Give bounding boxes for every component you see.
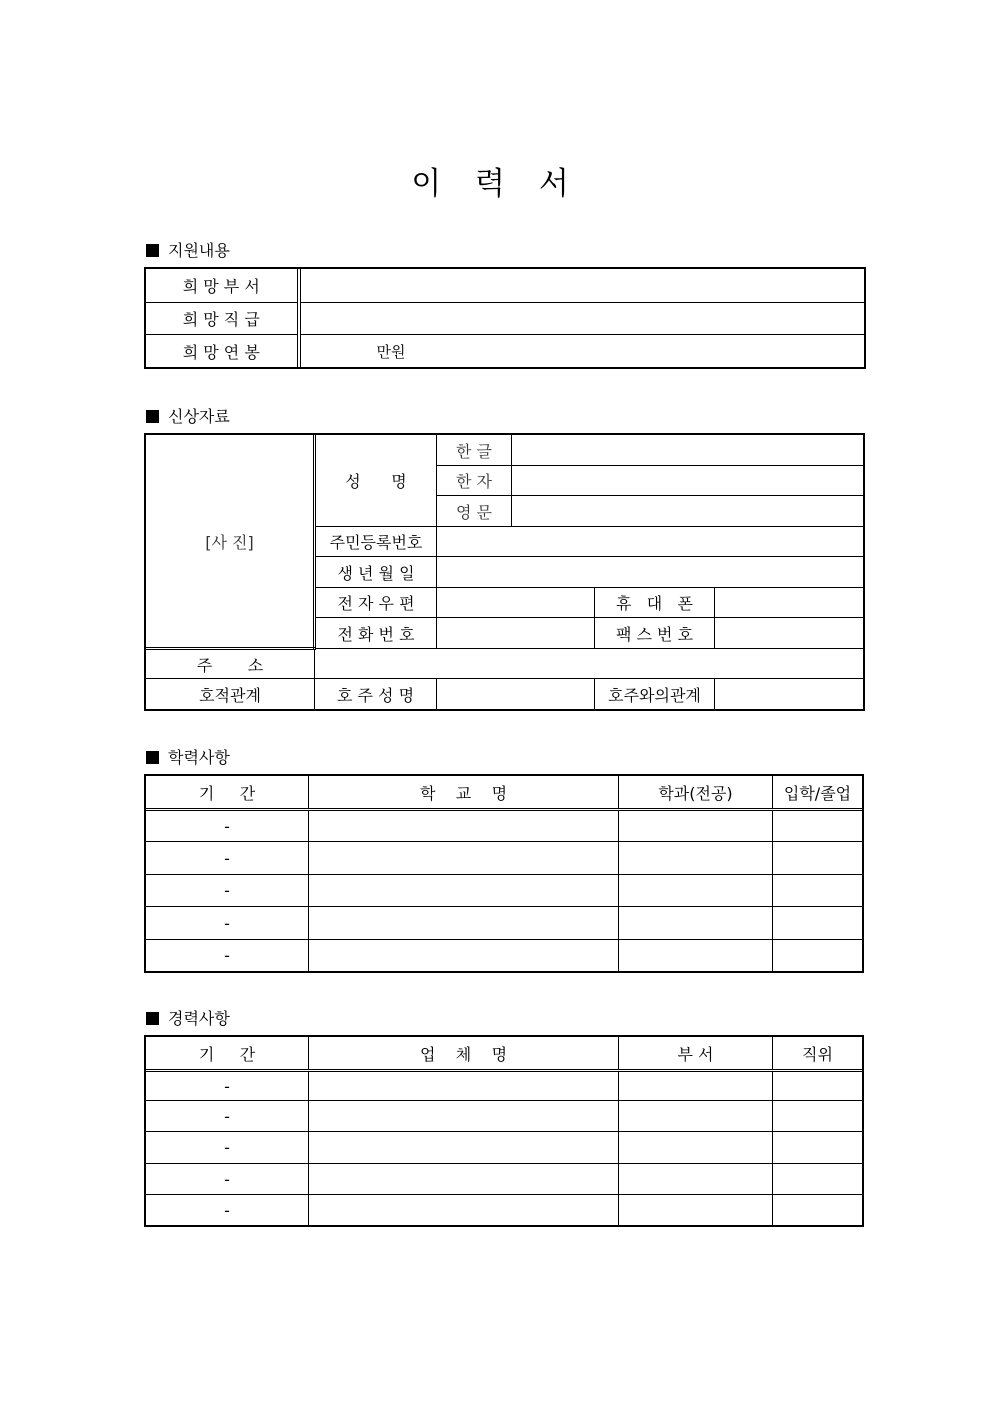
household-head-name-label: 호 주 성 명: [315, 679, 437, 710]
edu-period-cell[interactable]: -: [146, 842, 309, 875]
career-period-cell[interactable]: -: [146, 1071, 309, 1101]
career-dept-cell[interactable]: [619, 1101, 773, 1132]
household-head-relation-field[interactable]: [715, 679, 864, 710]
phone-field[interactable]: [437, 618, 595, 649]
career-dept-cell[interactable]: [619, 1132, 773, 1164]
apply-table: [145, 268, 865, 368]
career-period-cell[interactable]: -: [146, 1101, 309, 1132]
fax-field[interactable]: [715, 618, 864, 649]
career-period-cell[interactable]: -: [146, 1195, 309, 1226]
resident-id-label: 주민등록번호: [315, 527, 437, 557]
name-label: 성 명: [315, 435, 437, 527]
name-hanja-field[interactable]: [512, 466, 864, 496]
edu-school-cell[interactable]: [309, 907, 619, 940]
mobile-field[interactable]: [715, 588, 864, 618]
career-header-period: 기 간: [146, 1037, 309, 1071]
table-row: [146, 1132, 863, 1164]
career-company-cell[interactable]: [309, 1164, 619, 1195]
desired-dept-field[interactable]: [299, 269, 865, 303]
career-company-cell[interactable]: [309, 1101, 619, 1132]
edu-major-cell[interactable]: [619, 842, 773, 875]
edu-major-cell[interactable]: [619, 940, 773, 972]
section-heading-label: 경력사항: [168, 1009, 230, 1028]
phone-label: 전 화 번 호: [315, 618, 437, 649]
career-position-cell[interactable]: [773, 1101, 863, 1132]
fax-label: 팩 스 번 호: [595, 618, 715, 649]
career-period-cell[interactable]: -: [146, 1164, 309, 1195]
edu-school-cell[interactable]: [309, 875, 619, 907]
household-head-relation-label: 호주와의관계: [595, 679, 715, 710]
edu-enroll-cell[interactable]: [773, 810, 863, 842]
desired-rank-field[interactable]: [299, 303, 865, 335]
photo-placeholder[interactable]: [사 진]: [146, 435, 315, 649]
section-heading-label: 지원내용: [168, 241, 230, 260]
name-hanja-label: 한 자: [437, 466, 512, 496]
table-row: [146, 1164, 863, 1195]
career-dept-cell[interactable]: [619, 1195, 773, 1226]
career-header-position: 직위: [773, 1037, 863, 1071]
edu-enroll-cell[interactable]: [773, 842, 863, 875]
edu-school-cell[interactable]: [309, 940, 619, 972]
section-heading-career: [146, 1006, 230, 1029]
edu-period-cell[interactable]: -: [146, 907, 309, 940]
table-row: [146, 1071, 863, 1101]
edu-period-cell[interactable]: -: [146, 940, 309, 972]
page-title: 이 력 서: [411, 166, 581, 202]
career-company-cell[interactable]: [309, 1132, 619, 1164]
edu-enroll-cell[interactable]: [773, 907, 863, 940]
edu-header-major: 학과(전공): [619, 776, 773, 810]
square-bullet-icon: [146, 410, 159, 423]
name-english-field[interactable]: [512, 496, 864, 527]
desired-salary-label: 희 망 연 봉: [146, 335, 299, 368]
education-table: [145, 775, 863, 972]
desired-dept-label: 희 망 부 서: [146, 269, 299, 303]
address-field[interactable]: [315, 649, 864, 679]
edu-header-enroll: 입학/졸업: [773, 776, 863, 810]
personal-table: [145, 434, 864, 710]
edu-header-period: 기 간: [146, 776, 309, 810]
square-bullet-icon: [146, 244, 159, 257]
career-company-cell[interactable]: [309, 1071, 619, 1101]
email-label: 전 자 우 편: [315, 588, 437, 618]
edu-period-cell[interactable]: -: [146, 875, 309, 907]
section-heading-label: 학력사항: [168, 748, 230, 767]
career-table: [145, 1036, 863, 1226]
edu-enroll-cell[interactable]: [773, 940, 863, 972]
edu-major-cell[interactable]: [619, 907, 773, 940]
table-row: [146, 842, 863, 875]
career-position-cell[interactable]: [773, 1164, 863, 1195]
career-dept-cell[interactable]: [619, 1071, 773, 1101]
table-row: [146, 940, 863, 972]
career-dept-cell[interactable]: [619, 1164, 773, 1195]
edu-enroll-cell[interactable]: [773, 875, 863, 907]
career-position-cell[interactable]: [773, 1195, 863, 1226]
square-bullet-icon: [146, 751, 159, 764]
birth-date-field[interactable]: [437, 557, 864, 588]
desired-salary-field[interactable]: 만원: [299, 335, 865, 368]
name-korean-field[interactable]: [512, 435, 864, 466]
resident-id-field[interactable]: [437, 527, 864, 557]
career-header-company: 업 체 명: [309, 1037, 619, 1071]
table-row: [146, 1101, 863, 1132]
career-position-cell[interactable]: [773, 1071, 863, 1101]
table-row: [146, 907, 863, 940]
name-korean-label: 한 글: [437, 435, 512, 466]
email-field[interactable]: [437, 588, 595, 618]
square-bullet-icon: [146, 1012, 159, 1025]
name-english-label: 영 문: [437, 496, 512, 527]
section-heading-personal: [146, 404, 230, 427]
section-heading-apply: [146, 238, 230, 261]
section-heading-education: [146, 745, 230, 768]
career-period-cell[interactable]: -: [146, 1132, 309, 1164]
table-row: [146, 875, 863, 907]
edu-header-school: 학 교 명: [309, 776, 619, 810]
desired-rank-label: 희 망 직 급: [146, 303, 299, 335]
table-row: [146, 1195, 863, 1226]
mobile-label: 휴 대 폰: [595, 588, 715, 618]
career-company-cell[interactable]: [309, 1195, 619, 1226]
edu-school-cell[interactable]: [309, 842, 619, 875]
section-heading-label: 신상자료: [168, 407, 230, 426]
edu-school-cell[interactable]: [309, 810, 619, 842]
birth-date-label: 생 년 월 일: [315, 557, 437, 588]
career-position-cell[interactable]: [773, 1132, 863, 1164]
household-head-name-field[interactable]: [437, 679, 595, 710]
edu-period-cell[interactable]: -: [146, 810, 309, 842]
address-label: 주 소: [146, 649, 315, 679]
family-relation-label: 호적관계: [146, 679, 315, 710]
career-header-dept: 부 서: [619, 1037, 773, 1071]
edu-major-cell[interactable]: [619, 875, 773, 907]
table-row: [146, 810, 863, 842]
edu-major-cell[interactable]: [619, 810, 773, 842]
